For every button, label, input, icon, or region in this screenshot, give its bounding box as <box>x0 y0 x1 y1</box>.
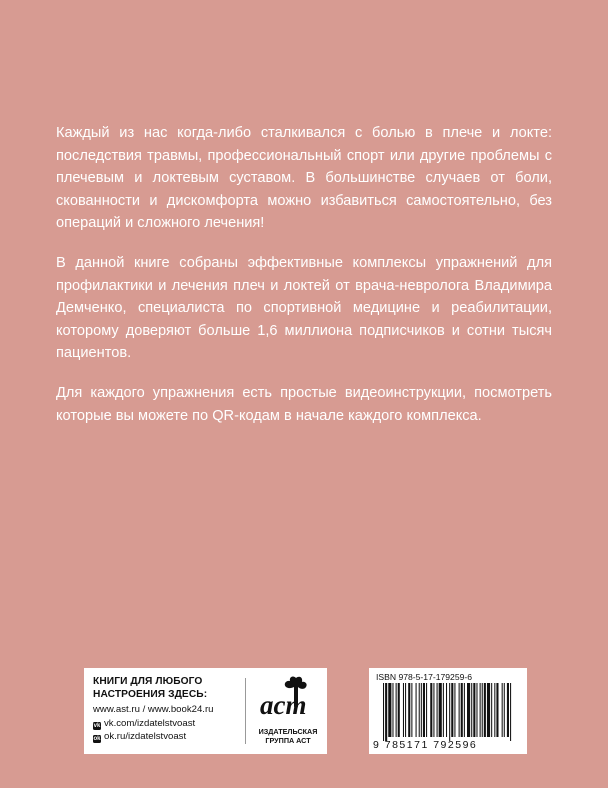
description-paragraph-1: Каждый из нас когда-либо сталкивался с болью в плече и локте: последствия травмы, профессиональный спорт или другие проблемы с плечевым и локтевым суставом. В большинстве случаев от боли, скованности и дискомфорта можно избавиться самостоятельно, без операций и сложного лечения! <box>56 125 552 232</box>
barcode-bar <box>446 683 447 737</box>
vk-icon: vk <box>93 722 101 729</box>
barcode-bar <box>476 683 477 737</box>
barcode-bar <box>449 683 450 741</box>
barcode-bar <box>405 683 406 737</box>
description-paragraph-3: Для каждого упражнения есть простые видеоинструкции, посмотреть которые вы можете по QR-кодам в начале каждого комплекса. <box>56 385 552 424</box>
isbn-digits: 9 785171 792596 <box>373 739 478 751</box>
barcode-bar <box>408 683 410 737</box>
barcode-bar <box>443 683 444 737</box>
isbn-label: ISBN 978-5-17-179259-6 <box>376 672 473 682</box>
promo-links <box>93 675 243 744</box>
barcode-bar <box>504 683 505 737</box>
barcode-bar <box>439 683 442 737</box>
promo-title-line-2: НАСТРОЕНИЯ ЗДЕСЬ: <box>93 689 208 700</box>
barcode-bar <box>494 683 495 737</box>
barcode-bar <box>451 683 453 737</box>
barcode-bar <box>487 683 490 737</box>
barcode-bar <box>419 683 420 737</box>
ast-logo-mark <box>252 672 324 728</box>
barcode-bar <box>433 683 434 737</box>
barcode-bar <box>423 683 425 737</box>
barcode-bar <box>421 683 422 737</box>
barcode-bar <box>471 683 472 737</box>
promo-vk-link: vk.com/izdatelstvoast <box>104 717 196 729</box>
barcode-bar <box>398 683 400 737</box>
barcode-bar <box>491 683 492 737</box>
promo-vk-row <box>93 717 243 731</box>
promo-websites: www.ast.ru / www.book24.ru <box>93 704 214 715</box>
ok-icon: ok <box>93 736 101 742</box>
barcode-bar <box>385 683 387 741</box>
promo-ok-link: ok.ru/izdatelstvoast <box>104 731 187 742</box>
promo-title-line-1: КНИГИ ДЛЯ ЛЮБОГО <box>93 676 203 687</box>
ast-logo <box>252 672 324 750</box>
barcode-bar <box>454 683 455 737</box>
promo-ok-row <box>93 730 243 744</box>
promo-divider <box>245 678 246 744</box>
barcode-bar <box>411 683 412 737</box>
barcode-bar <box>392 683 393 737</box>
barcode-bar <box>496 683 498 737</box>
publisher-promo-box <box>84 668 327 754</box>
publisher-caption <box>252 727 324 745</box>
barcode-bar <box>482 683 483 737</box>
barcode-bar <box>416 683 417 737</box>
barcode-bar <box>464 683 465 737</box>
barcode-bar <box>388 683 391 737</box>
publisher-caption-line-2: ГРУППА АСТ <box>265 736 311 745</box>
barcode-bar <box>510 683 511 741</box>
ast-logo-letters: аст <box>260 690 307 720</box>
barcode-bar <box>473 683 475 737</box>
barcode-bar <box>507 683 509 737</box>
barcode-bar <box>403 683 404 737</box>
barcode-bar <box>484 683 486 737</box>
barcode-bar <box>480 683 481 737</box>
barcode-bar <box>461 683 463 737</box>
description-paragraph-2: В данной книге собраны эффективные комплексы упражнений для профилактики и лечения плеч и локтей от врача-невролога Владимира Демченко, специалиста по спортивной медицине и реабилитации, которому доверяют больше 1,6 миллиона подписчиков и сотни тысяч пациентов. <box>56 255 552 362</box>
barcode-bar <box>467 683 470 737</box>
barcode-bar <box>426 683 427 737</box>
barcode-bar <box>396 683 397 737</box>
barcode-bar <box>383 683 384 741</box>
barcode-bar <box>430 683 432 737</box>
publisher-caption-line-1: ИЗДАТЕЛЬСКАЯ <box>258 727 318 736</box>
barcode <box>373 683 523 741</box>
barcode-bar <box>437 683 438 737</box>
barcode-bar <box>459 683 460 737</box>
barcode-bar <box>502 683 503 737</box>
isbn-barcode-box <box>369 668 527 754</box>
